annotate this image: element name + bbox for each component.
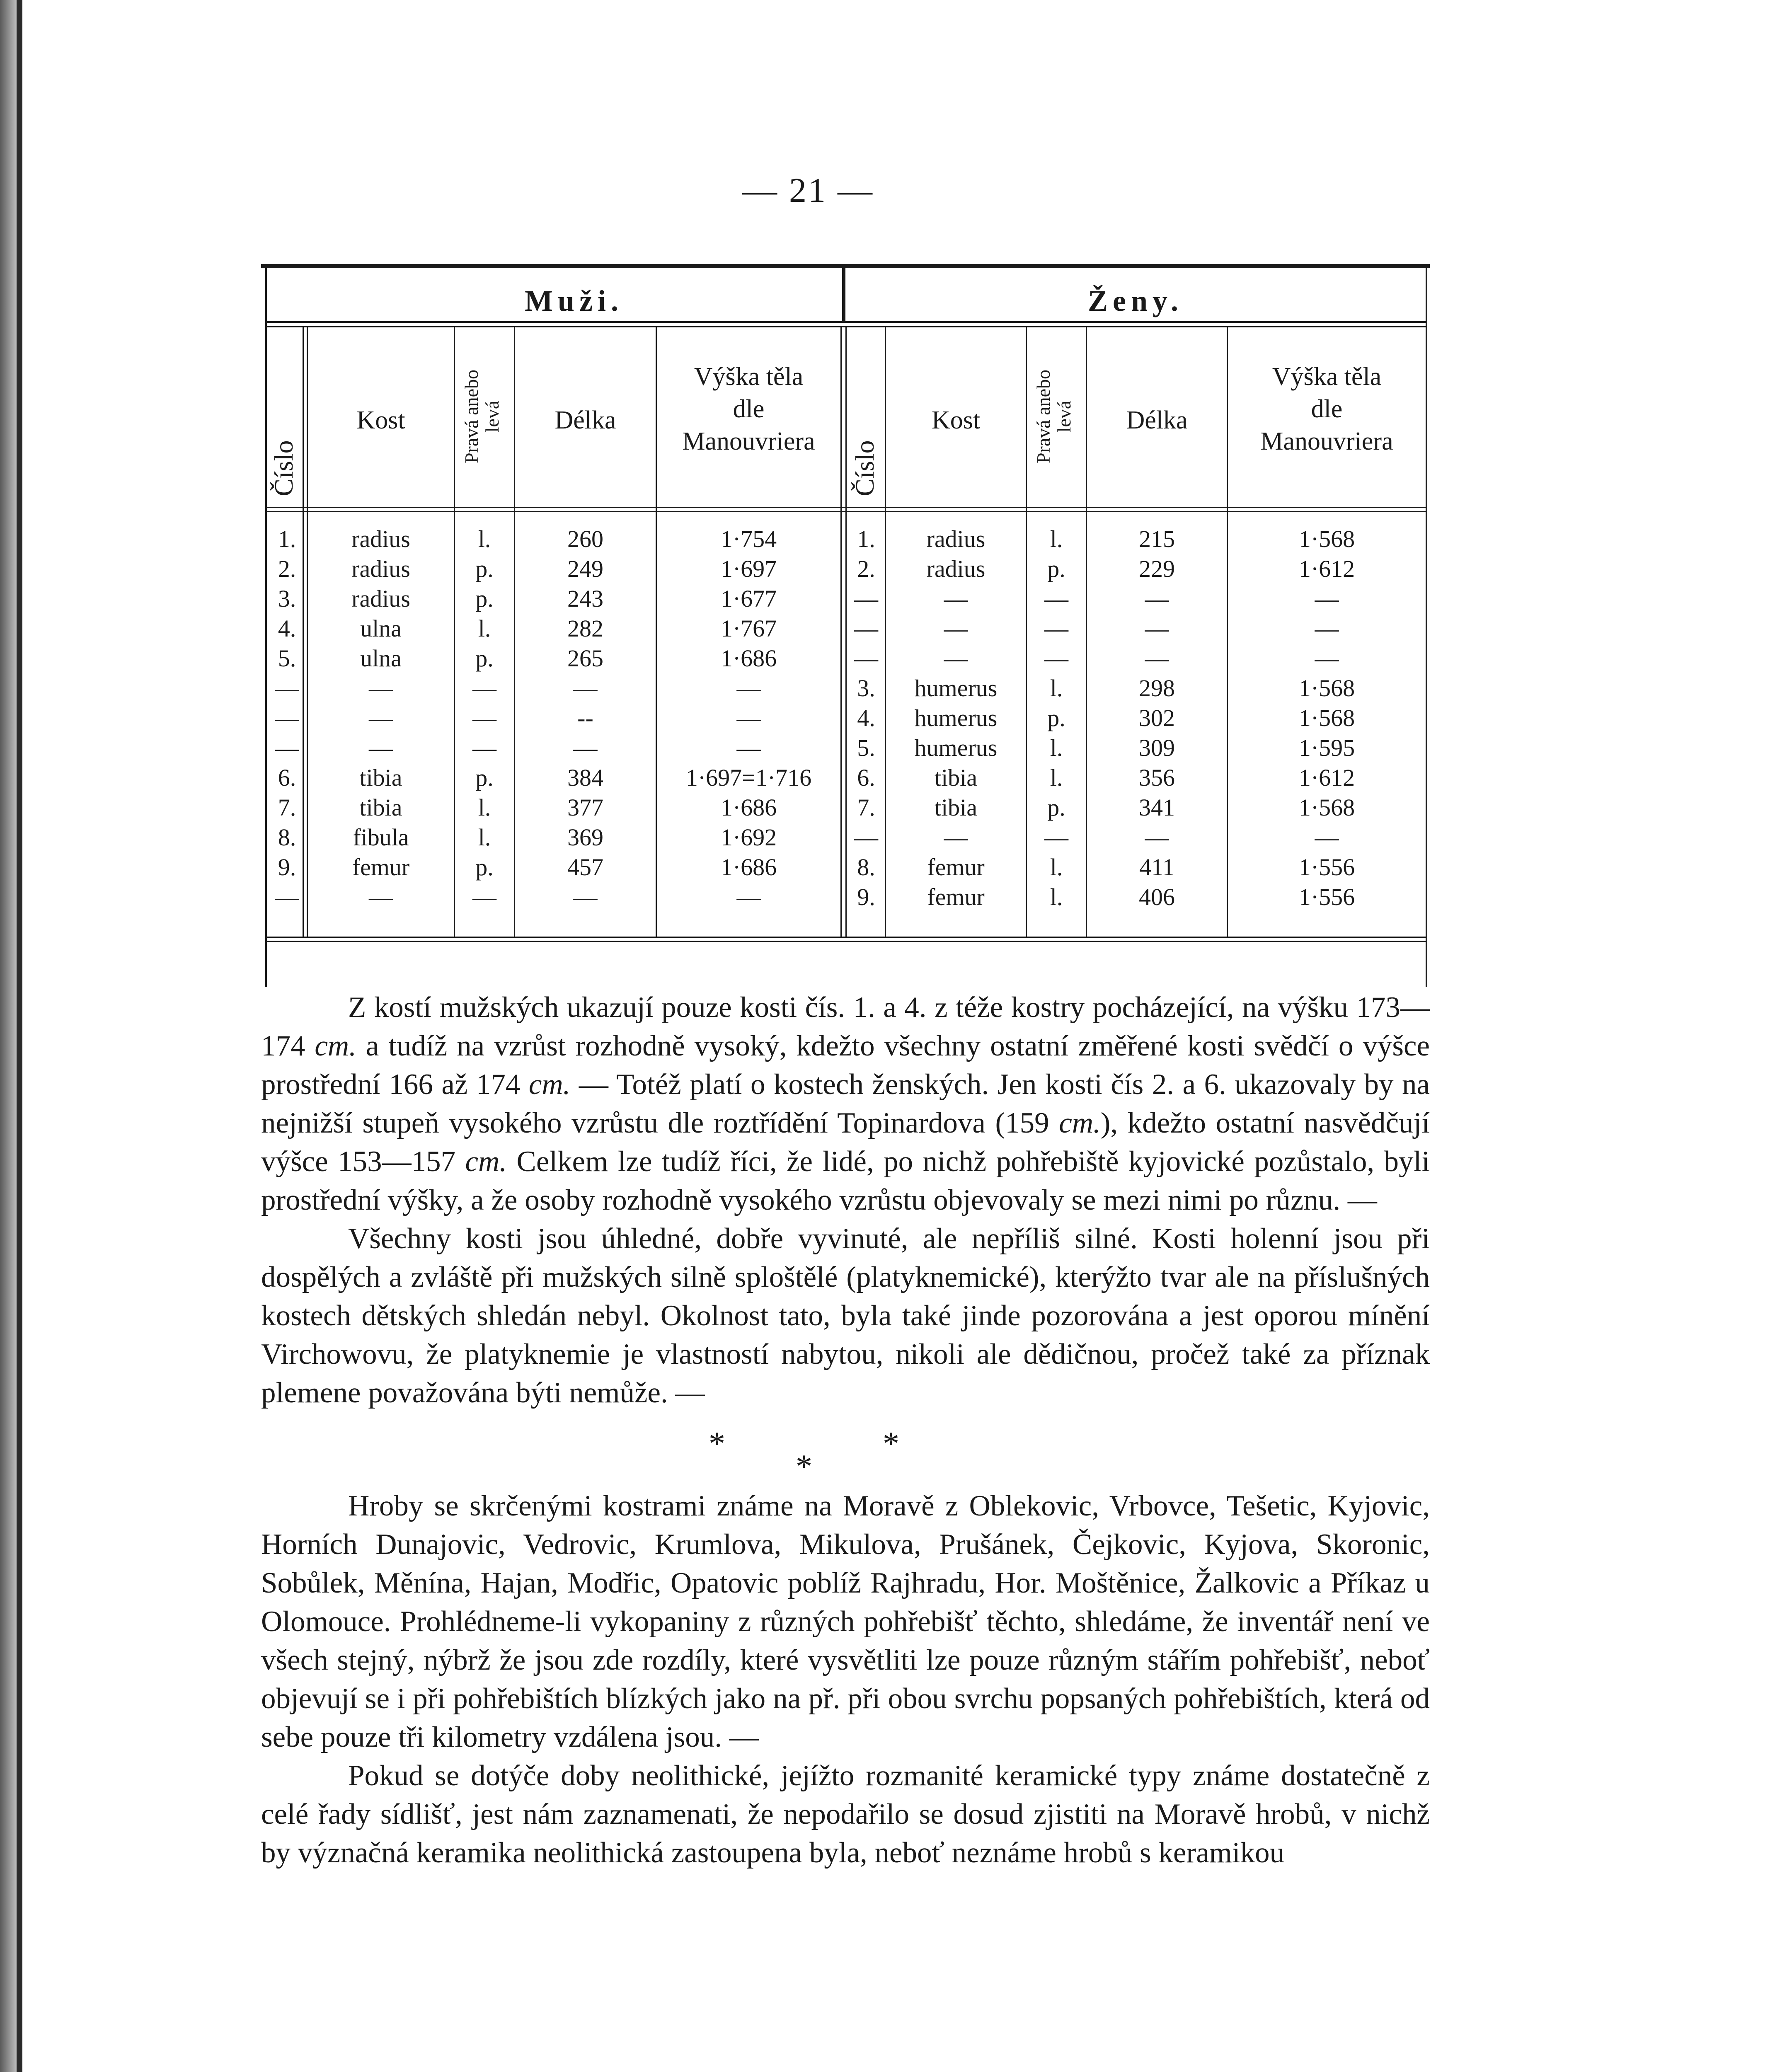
header-delka-women: Délka — [1126, 406, 1188, 434]
asterisk: * — [883, 1426, 899, 1462]
women-cell-strana: — — [1044, 585, 1068, 612]
women-cell-strana: l. — [1050, 884, 1063, 910]
header-vyska-line1: Výška těla — [1272, 363, 1382, 391]
header-vyska-line1: Výška těla — [694, 363, 804, 391]
men-cell-cislo: 5. — [278, 645, 296, 672]
men-cell-kost: fibula — [353, 824, 409, 851]
table-right-border — [1426, 264, 1427, 987]
men-cell-kost: radius — [351, 525, 410, 552]
header-vyska-line2: dle — [733, 395, 765, 423]
women-cell-vyska: 1·568 — [1298, 675, 1355, 702]
women-cell-cislo: 3. — [857, 675, 875, 702]
women-cell-delka: — — [1145, 585, 1169, 612]
women-cell-strana: p. — [1047, 794, 1065, 821]
women-cell-strana: l. — [1050, 764, 1063, 791]
women-cell-cislo: 4. — [857, 704, 875, 731]
men-cell-vyska: 1·767 — [720, 615, 777, 642]
men-cell-kost: — — [369, 734, 393, 761]
men-cell-delka: — — [573, 675, 598, 702]
women-cell-cislo: — — [854, 615, 878, 642]
women-cell-delka: 215 — [1139, 525, 1175, 552]
men-cell-vyska: — — [736, 675, 761, 702]
bottom-rule-2 — [265, 941, 1426, 942]
men-cell-cislo: — — [275, 734, 299, 761]
men-cell-strana: l. — [478, 615, 491, 642]
women-cell-delka: 406 — [1139, 884, 1175, 910]
women-cell-delka: — — [1145, 645, 1169, 672]
header-cislo-women: Číslo — [850, 440, 879, 496]
women-cell-vyska: — — [1315, 824, 1339, 851]
women-cell-strana: — — [1044, 615, 1068, 642]
men-cell-kost: radius — [351, 585, 410, 612]
men-cell-vyska: 1·754 — [720, 525, 777, 552]
women-cell-vyska: 1·612 — [1298, 764, 1355, 791]
women-cell-delka: 302 — [1139, 704, 1175, 731]
men-cell-cislo: 7. — [278, 794, 296, 821]
header-vyska-men — [657, 361, 840, 457]
men-cell-kost: ulna — [360, 615, 402, 642]
women-cell-delka: 356 — [1139, 764, 1175, 791]
men-cell-kost: radius — [351, 555, 410, 582]
men-cell-kost: — — [369, 704, 393, 731]
table-center-divider-top — [842, 264, 845, 322]
women-cell-delka: 309 — [1139, 734, 1175, 761]
header-delka-men: Délka — [555, 406, 616, 434]
women-cell-strana: l. — [1050, 854, 1063, 881]
men-cell-cislo: — — [275, 884, 299, 910]
women-cell-strana: p. — [1047, 555, 1065, 582]
men-cell-strana: p. — [475, 764, 494, 791]
table-top-rule — [261, 264, 1430, 268]
section-separator — [261, 1416, 1430, 1485]
women-title: Ženy. — [1087, 284, 1184, 317]
page-edge-shadow — [0, 0, 17, 2072]
men-cell-vyska: 1·686 — [720, 645, 777, 672]
header-vyska-line3: Manouvriera — [1260, 427, 1393, 455]
women-cell-vyska: 1·595 — [1298, 734, 1355, 761]
men-cell-cislo: 4. — [278, 615, 296, 642]
header-strana-women: Pravá anebo levá — [1033, 369, 1075, 464]
women-cell-vyska: — — [1315, 645, 1339, 672]
header-vyska-women — [1228, 361, 1426, 457]
women-cell-strana: l. — [1050, 525, 1063, 552]
men-cell-delka: 249 — [567, 555, 603, 582]
women-cell-delka: 411 — [1139, 854, 1174, 881]
women-cell-delka: 229 — [1139, 555, 1175, 582]
men-cell-cislo: — — [275, 675, 299, 702]
women-cell-vyska: — — [1315, 615, 1339, 642]
men-cell-delka: 377 — [567, 794, 603, 821]
men-cell-kost: femur — [352, 854, 410, 881]
men-cell-delka: — — [573, 734, 598, 761]
men-cell-vyska: — — [736, 704, 761, 731]
women-cell-strana: l. — [1050, 675, 1063, 702]
men-cell-delka: 243 — [567, 585, 603, 612]
page-number: — 21 — — [742, 171, 874, 210]
women-cell-cislo: — — [854, 824, 878, 851]
women-cell-strana: — — [1044, 645, 1068, 672]
women-cell-kost: — — [944, 615, 968, 642]
women-cell-kost: — — [944, 585, 968, 612]
women-cell-kost: radius — [926, 555, 986, 582]
asterisk: * — [709, 1426, 725, 1462]
women-cell-strana: l. — [1050, 734, 1063, 761]
men-title: Muži. — [525, 284, 623, 317]
women-cell-kost: tibia — [934, 764, 978, 791]
paragraph-3: Hroby se skrčenými kostrami známe na Moravě z Oblekovic, Vrbovce, Tešetic, Kyjovic, Horních Dunajovic, Vedrovic, Krumlova, Mikulova, Prušánek, Čejkovic, Kyjova, Skoronic, Sobůlek, Měnína, Hajan, Modřic, Opatovic poblíž Rajhradu, Hor. Moštěnice, Žalkovic a Příkaz u Olomouce. Prohlédneme-li vykopaniny z různých pohřebišť těchto, shledáme, že inventář není ve všech stejný, nýbrž že jsou zde rozdíly, které vysvětliti lze pouze různým stářím pohřebišť, neboť objevují se i při pohřebištích blízkých jako na př. při obou svrchu popsaných pohřebištích, která od sebe pouze tři kilometry vzdálena jsou. — — [261, 1490, 1430, 1753]
women-cell-kost: humerus — [914, 734, 998, 761]
women-cell-kost: femur — [927, 854, 985, 881]
men-cell-strana: — — [472, 675, 496, 702]
men-cell-strana: l. — [478, 824, 491, 851]
women-cell-delka: 341 — [1139, 794, 1175, 821]
women-cell-vyska: 1·568 — [1298, 794, 1355, 821]
men-cell-strana: — — [472, 884, 496, 910]
women-cell-delka: — — [1145, 824, 1169, 851]
asterisk: * — [796, 1448, 812, 1485]
men-cell-strana: — — [472, 704, 496, 731]
men-cell-vyska: 1·686 — [720, 794, 777, 821]
col-sep-center — [840, 327, 842, 937]
men-cell-strana: — — [472, 734, 496, 761]
men-cell-vyska: 1·697 — [720, 555, 777, 582]
women-cell-kost: radius — [926, 525, 986, 552]
men-cell-cislo: 6. — [278, 764, 296, 791]
men-cell-cislo: 3. — [278, 585, 296, 612]
header-vyska-line3: Manouvriera — [682, 427, 815, 455]
men-cell-vyska: 1·692 — [720, 824, 777, 851]
men-cell-vyska: — — [736, 734, 761, 761]
men-cell-kost: tibia — [359, 794, 402, 821]
header-cislo-men: Číslo — [269, 440, 298, 496]
women-cell-cislo: — — [854, 645, 878, 672]
men-cell-cislo: 9. — [278, 854, 296, 881]
women-cell-kost: humerus — [914, 675, 998, 702]
paragraph-1: Z kostí mužských ukazují pouze kosti čís. 1. a 4. z téže kostry pocházející, na výšku 173— 174 cm. a tudíž na vzrůst rozhodně vysoký, kdežto všechny ostatní změřené kosti svědčí o výšce prostřední 166 až 174 cm. — Totéž platí o kostech ženských. Jen kosti čís 2. a 6. ukazovaly by na nejnižší stupeň vysokého vzrůstu dle roztřídění Topinardova (159 cm.), kdežto ostatní nasvědčují výšce 153—157 cm. Celkem lze tudíž říci, že lidé, po nichž pohřebiště kyjovické pozůstalo, byli prostřední výšky, a že osoby rozhodně vysokého vzrůstu objevovaly se mezi nimi po různu. — — [261, 991, 1430, 1216]
women-cell-strana: — — [1044, 824, 1068, 851]
table-left-border — [265, 264, 267, 987]
men-cell-kost: ulna — [360, 645, 402, 672]
men-cell-strana: l. — [478, 794, 491, 821]
men-cell-delka: — — [573, 884, 598, 910]
women-cell-delka: 298 — [1139, 675, 1175, 702]
men-cell-delka: 265 — [567, 645, 603, 672]
women-cell-strana: p. — [1047, 704, 1065, 731]
women-cell-kost: — — [944, 645, 968, 672]
women-cell-cislo: 9. — [857, 884, 875, 910]
women-cell-vyska: 1·568 — [1298, 704, 1355, 731]
title-rule — [265, 321, 1426, 323]
men-cell-strana: l. — [478, 525, 491, 552]
men-cell-strana: p. — [475, 585, 494, 612]
men-cell-delka: 282 — [567, 615, 603, 642]
men-cell-delka: -- — [577, 704, 593, 731]
header-kost-men: Kost — [356, 406, 405, 434]
women-cell-kost: humerus — [914, 704, 998, 731]
women-cell-cislo: 2. — [857, 555, 875, 582]
women-cell-kost: femur — [927, 884, 985, 910]
men-cell-vyska: 1·686 — [720, 854, 777, 881]
men-cell-delka: 260 — [567, 525, 603, 552]
men-cell-cislo: — — [275, 704, 299, 731]
men-cell-delka: 384 — [567, 764, 603, 791]
women-cell-cislo: 7. — [857, 794, 875, 821]
header-kost-women: Kost — [931, 406, 981, 434]
men-cell-cislo: 1. — [278, 525, 296, 552]
men-cell-delka: 457 — [567, 854, 603, 881]
women-cell-vyska: 1·556 — [1298, 854, 1355, 881]
women-cell-vyska: — — [1315, 585, 1339, 612]
col-sep-center-2 — [845, 327, 847, 937]
men-cell-cislo: 8. — [278, 824, 296, 851]
women-cell-kost: tibia — [934, 794, 978, 821]
bone-measurement-table — [261, 259, 1430, 988]
men-cell-cislo: 2. — [278, 555, 296, 582]
women-cell-cislo: 6. — [857, 764, 875, 791]
women-cell-vyska: 1·612 — [1298, 555, 1355, 582]
men-cell-kost: tibia — [359, 764, 402, 791]
men-cell-vyska: 1·677 — [720, 585, 777, 612]
women-cell-cislo: — — [854, 585, 878, 612]
men-cell-kost: — — [369, 884, 393, 910]
men-cell-vyska: 1·697=1·716 — [685, 764, 812, 791]
men-cell-strana: p. — [475, 854, 494, 881]
men-cell-delka: 369 — [567, 824, 603, 851]
men-cell-vyska: — — [736, 884, 761, 910]
paragraph-4: Pokud se dotýče doby neolithické, jejížto rozmanité keramické typy známe dostatečně z celé řady sídlišť, jest nám zaznamenati, že nepodařilo se dosud zjistiti na Moravě hrobů, v nichž by význačná keramika neolithická zastoupena byla, neboť neznáme hrobů s keramikou — [261, 1760, 1430, 1869]
women-cell-vyska: 1·556 — [1298, 884, 1355, 910]
women-cell-kost: — — [944, 824, 968, 851]
men-cell-strana: p. — [475, 645, 494, 672]
header-vyska-line2: dle — [1311, 395, 1343, 423]
header-strana-men: Pravá anebo levá — [461, 369, 503, 464]
women-cell-cislo: 1. — [857, 525, 875, 552]
women-cell-cislo: 5. — [857, 734, 875, 761]
men-cell-strana: p. — [475, 555, 494, 582]
paragraph-2: Všechny kosti jsou úhledné, dobře vyvinuté, ale nepříliš silné. Kosti holenní jsou při dospělých a zvláště při mužských silně sploštělé (platyknemické), kterýžto tvar ale na příslušných kostech dětských shledán nebyl. Okolnost tato, byla také jinde pozorována a jest oporou mínění Virchowovu, že platyknemie je vlastností nabytou, nikoli ale dědičnou, pročež také za příznak plemene považována býti nemůže. — — [261, 1222, 1430, 1409]
men-cell-kost: — — [369, 675, 393, 702]
women-cell-cislo: 8. — [857, 854, 875, 881]
bottom-rule — [265, 937, 1426, 938]
women-cell-delka: — — [1145, 615, 1169, 642]
body-text — [261, 988, 1430, 1872]
women-cell-vyska: 1·568 — [1298, 525, 1355, 552]
